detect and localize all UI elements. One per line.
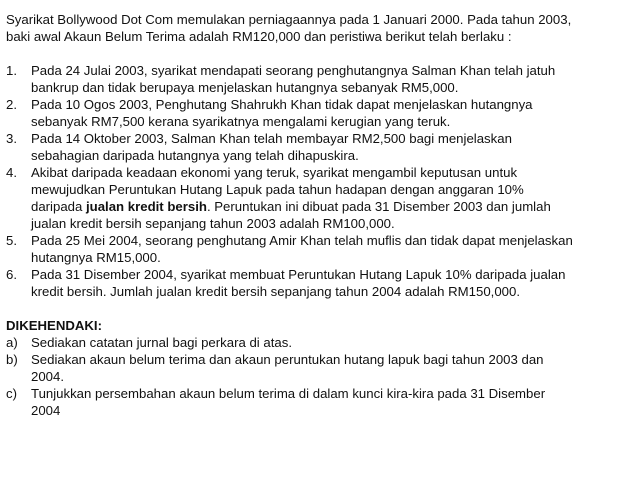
event-line: Pada 10 Ogos 2003, Penghutang Shahrukh Khan tidak dapat menjelaskan hutangnya xyxy=(31,97,533,112)
event-item-1 xyxy=(6,62,634,96)
event-item-4 xyxy=(6,164,634,232)
event-line: Pada 25 Mei 2004, seorang penghutang Amir Khan telah muflis dan tidak dapat menjelaskan xyxy=(31,233,573,248)
event-line: kredit bersih. Jumlah jualan kredit bersih sepanjang tahun 2004 adalah RM150,000. xyxy=(31,284,520,299)
event-line: bankrup dan tidak berupaya menjelaskan hutangnya sebanyak RM5,000. xyxy=(31,80,459,95)
event-line: mewujudkan Peruntukan Hutang Lapuk pada tahun hadapan dengan anggaran 10% xyxy=(31,182,524,197)
required-item-a xyxy=(6,334,634,351)
intro-paragraph xyxy=(6,11,634,45)
required-line: 2004 xyxy=(31,403,61,418)
event-line: Pada 31 Disember 2004, syarikat membuat Peruntukan Hutang Lapuk 10% daripada jualan xyxy=(31,267,566,282)
event-line: Akibat daripada keadaan ekonomi yang teruk, syarikat mengambil keputusan untuk xyxy=(31,165,518,180)
event-number: 6. xyxy=(6,267,17,282)
required-line: Sediakan akaun belum terima dan akaun peruntukan hutang lapuk bagi tahun 2003 dan xyxy=(31,352,544,367)
event-line: hutangnya RM15,000. xyxy=(31,250,161,265)
required-line: Sediakan catatan jurnal bagi perkara di atas. xyxy=(31,335,292,350)
spacer xyxy=(6,300,634,317)
event-line: Pada 14 Oktober 2003, Salman Khan telah membayar RM2,500 bagi menjelaskan xyxy=(31,131,512,146)
spacer xyxy=(6,45,634,62)
event-line xyxy=(31,198,634,215)
required-heading: DIKEHENDAKI: xyxy=(6,318,102,333)
event-number: 3. xyxy=(6,131,17,146)
event-item-5 xyxy=(6,232,634,266)
event-number: 4. xyxy=(6,165,17,180)
required-letter: a) xyxy=(6,335,18,350)
bold-term-jualan-kredit-bersih: jualan kredit bersih xyxy=(86,199,207,214)
required-letter: c) xyxy=(6,386,17,401)
event-number: 2. xyxy=(6,97,17,112)
event-line: sebanyak RM7,500 kerana syarikatnya mengalami kerugian yang teruk. xyxy=(31,114,451,129)
document-page xyxy=(6,11,634,419)
required-line: Tunjukkan persembahan akaun belum terima di dalam kunci kira-kira pada 31 Disember xyxy=(31,386,546,401)
required-line: 2004. xyxy=(31,369,65,384)
required-list xyxy=(6,334,634,419)
event-line: jualan kredit bersih sepanjang tahun 2003 adalah RM100,000. xyxy=(31,216,395,231)
intro-line: baki awal Akaun Belum Terima adalah RM120,000 dan peristiwa berikut telah berlaku : xyxy=(6,29,512,44)
event-line: sebahagian daripada hutangnya yang telah dihapuskira. xyxy=(31,148,359,163)
event-item-6 xyxy=(6,266,634,300)
event-text: . Peruntukan ini dibuat pada 31 Disember 2003 dan jumlah xyxy=(206,199,551,214)
event-line: Pada 24 Julai 2003, syarikat mendapati seorang penghutangnya Salman Khan telah jatuh xyxy=(31,63,556,78)
event-number: 1. xyxy=(6,63,17,78)
intro-line: Syarikat Bollywood Dot Com memulakan perniagaannya pada 1 Januari 2000. Pada tahun 2003, xyxy=(6,12,572,27)
event-number: 5. xyxy=(6,233,17,248)
required-item-c xyxy=(6,385,634,419)
event-item-3 xyxy=(6,130,634,164)
event-item-2 xyxy=(6,96,634,130)
event-text: daripada xyxy=(31,199,86,214)
event-list xyxy=(6,62,634,300)
required-letter: b) xyxy=(6,352,18,367)
required-item-b xyxy=(6,351,634,385)
